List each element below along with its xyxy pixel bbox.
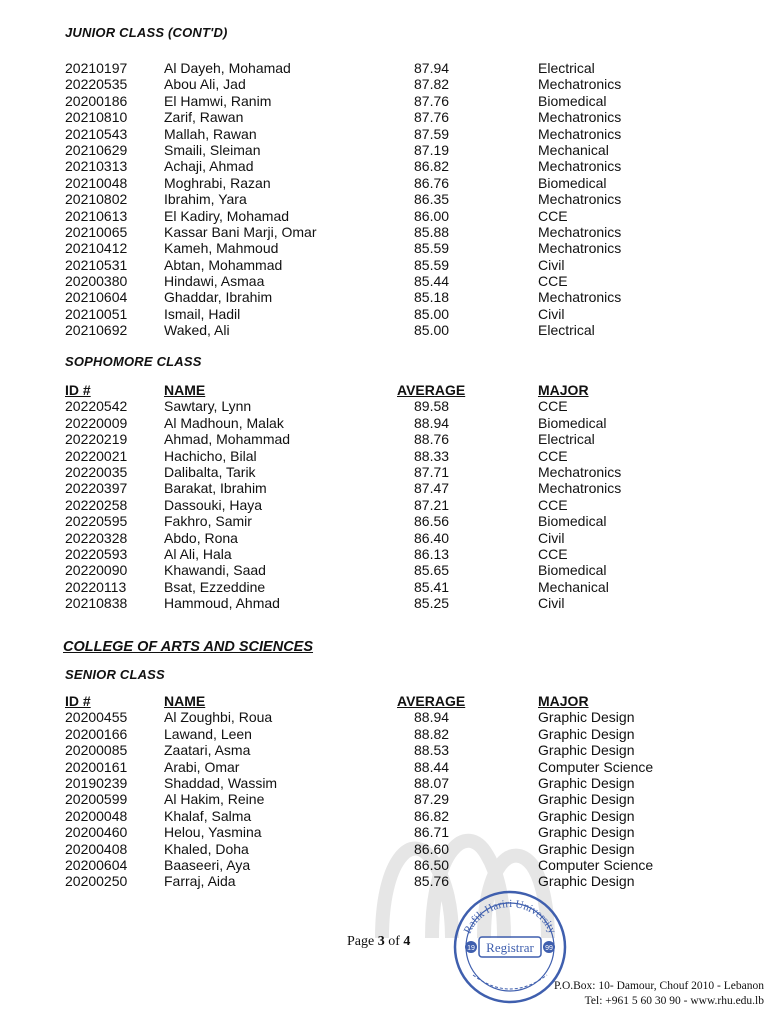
student-id: 20210048 [65,174,128,191]
student-major: CCE [538,545,568,562]
stamp-year-left: 19 [467,945,475,952]
student-id: 20210802 [65,191,128,208]
student-average: 85.18 [414,289,450,306]
student-average: 86.50 [414,856,450,873]
student-id: 20200161 [65,758,128,775]
student-major: Mechatronics [538,158,622,175]
student-major: Mechatronics [538,109,622,126]
footer-address: P.O.Box: 10- Damour, Chouf 2010 - Lebanon [553,980,764,992]
student-average: 86.71 [414,824,450,841]
student-id: 20200599 [65,791,128,808]
table-row [0,76,772,92]
student-average: 88.76 [414,431,450,448]
student-average: 87.59 [414,125,450,142]
student-major: Biomedical [538,414,607,431]
student-average: 86.56 [414,513,450,530]
student-id: 20210543 [65,125,128,142]
table-row [0,240,772,256]
sophomore-class-title: SOPHOMORE CLASS [65,354,202,369]
student-id: 20210065 [65,223,128,240]
table-row [0,126,772,142]
header-major: MAJOR [538,693,589,709]
student-name: Smaili, Sleiman [164,141,261,158]
student-major: Mechatronics [538,125,622,142]
student-major: Biomedical [538,513,607,530]
senior-table-header [0,693,772,709]
student-average: 85.00 [414,322,450,339]
student-major: Graphic Design [538,774,635,791]
student-name: Al Hakim, Reine [164,791,265,808]
student-average: 85.76 [414,873,450,890]
student-id: 20210197 [65,60,128,76]
student-id: 20210692 [65,322,128,339]
student-major: Graphic Design [538,742,635,759]
header-major: MAJOR [538,382,589,398]
student-average: 86.13 [414,545,450,562]
student-name: Al Ali, Hala [164,545,232,562]
table-row [0,60,772,76]
student-major: Graphic Design [538,807,635,824]
table-row [0,448,772,464]
student-major: Mechatronics [538,76,622,93]
table-row [0,257,772,273]
student-average: 88.33 [414,447,450,464]
student-average: 87.94 [414,60,450,76]
student-major: Electrical [538,322,595,339]
student-id: 20220113 [65,578,127,595]
student-average: 85.25 [414,595,450,612]
table-row [0,857,772,873]
registrar-stamp [445,885,575,1015]
student-name: Sawtary, Lynn [164,398,252,415]
student-name: Khalaf, Salma [164,807,252,824]
table-row [0,759,772,775]
student-id: 20220542 [65,398,128,415]
student-major: Electrical [538,60,595,76]
student-average: 88.53 [414,742,450,759]
page-number-total: 4 [403,934,411,949]
table-row [0,306,772,322]
header-name: NAME [164,693,206,709]
student-average: 88.44 [414,758,450,775]
student-average: 87.29 [414,791,450,808]
student-major: Graphic Design [538,791,635,808]
student-name: Dalibalta, Tarik [164,463,256,480]
student-name: Abou Ali, Jad [164,76,246,93]
student-id: 20200166 [65,725,128,742]
student-name: Zarif, Rawan [164,109,244,126]
student-id: 20210412 [65,240,128,257]
student-name: Arabi, Omar [164,758,240,775]
student-id: 20220021 [65,447,128,464]
student-average: 88.94 [414,709,450,726]
table-row [0,808,772,824]
table-row [0,562,772,578]
student-major: Mechanical [538,141,609,158]
student-name: Al Dayeh, Mohamad [164,60,291,76]
student-name: Lawand, Leen [164,725,252,742]
table-row [0,431,772,447]
student-major: Mechanical [538,578,609,595]
header-id: ID # [65,382,91,398]
student-id: 20200455 [65,709,128,726]
table-row [0,464,772,480]
table-row [0,579,772,595]
student-name: Mallah, Rawan [164,125,257,142]
student-name: Farraj, Aida [164,873,236,890]
student-major: Civil [538,305,565,322]
student-id: 20210613 [65,207,128,224]
student-average: 86.60 [414,840,450,857]
table-row [0,546,772,562]
table-row [0,480,772,496]
table-row [0,93,772,109]
table-row [0,273,772,289]
header-name: NAME [164,382,206,398]
table-row [0,142,772,158]
student-id: 20200408 [65,840,128,857]
student-average: 87.19 [414,141,450,158]
student-name: Al Zoughbi, Roua [164,709,273,726]
student-name: Achaji, Ahmad [164,158,254,175]
table-row [0,742,772,758]
student-name: El Kadiry, Mohamad [164,207,290,224]
student-name: Kassar Bani Marji, Omar [164,223,317,240]
stamp-registrar-text: Registrar [486,940,534,955]
student-average: 86.82 [414,807,450,824]
student-major: Graphic Design [538,725,635,742]
student-average: 85.59 [414,256,450,273]
student-id: 20200604 [65,856,128,873]
table-row [0,595,772,611]
student-id: 20210629 [65,141,128,158]
senior-rows [0,709,772,889]
student-average: 85.88 [414,223,450,240]
student-major: Graphic Design [538,840,635,857]
student-name: Barakat, Ibrahim [164,480,267,497]
student-id: 20210313 [65,158,128,175]
student-major: CCE [538,207,568,224]
student-major: Graphic Design [538,709,635,726]
page-number-prefix: Page [347,934,378,949]
stamp-year-right: 99 [545,945,553,952]
student-id: 20210810 [65,109,128,126]
table-row [0,873,772,889]
student-average: 87.21 [414,496,450,513]
table-row [0,109,772,125]
senior-class-title: SENIOR CLASS [65,667,165,682]
student-major: Civil [538,529,565,546]
college-title: COLLEGE OF ARTS AND SCIENCES [63,639,314,655]
student-major: Biomedical [538,174,607,191]
student-average: 88.94 [414,414,450,431]
student-major: Computer Science [538,758,654,775]
table-row [0,289,772,305]
student-average: 87.47 [414,480,450,497]
student-id: 20200380 [65,273,128,290]
student-average: 87.76 [414,92,450,109]
student-average: 85.44 [414,273,450,290]
student-name: Hindawi, Asmaa [164,273,265,290]
student-major: Civil [538,256,565,273]
student-major: CCE [538,496,568,513]
student-major: Graphic Design [538,824,635,841]
page-number-middle: of [384,934,404,949]
table-row [0,208,772,224]
page-number [347,934,410,950]
student-id: 20220009 [65,414,128,431]
student-id: 20220090 [65,562,128,579]
footer-contact: Tel: +961 5 60 30 90 - www.rhu.edu.lb [584,995,764,1007]
student-average: 86.40 [414,529,450,546]
student-major: Computer Science [538,856,654,873]
student-average: 88.07 [414,774,450,791]
student-major: Mechatronics [538,480,622,497]
student-id: 20220035 [65,463,128,480]
student-major: Mechatronics [538,240,622,257]
junior-class-continued-title: JUNIOR CLASS (CONT'D) [65,25,228,40]
table-row [0,513,772,529]
student-major: Graphic Design [538,873,635,890]
junior-class-table [0,60,772,339]
student-average: 86.35 [414,191,450,208]
student-average: 86.00 [414,207,450,224]
table-row [0,497,772,513]
table-row [0,709,772,725]
student-name: Zaatari, Asma [164,742,251,759]
student-name: Moghrabi, Razan [164,174,271,191]
student-name: Abtan, Mohammad [164,256,283,273]
table-row [0,322,772,338]
table-row [0,791,772,807]
table-row [0,224,772,240]
student-name: Kameh, Mahmoud [164,240,279,257]
student-name: Fakhro, Samir [164,513,252,530]
student-major: Mechatronics [538,191,622,208]
table-row [0,175,772,191]
student-id: 20220219 [65,431,128,448]
sophomore-class-table [0,382,772,611]
student-name: Hachicho, Bilal [164,447,257,464]
student-id: 20210838 [65,595,128,612]
student-average: 87.71 [414,463,450,480]
student-id: 20200250 [65,873,128,890]
student-id: 20220328 [65,529,128,546]
student-major: Biomedical [538,92,607,109]
student-id: 20210604 [65,289,128,306]
student-major: CCE [538,273,568,290]
student-average: 87.76 [414,109,450,126]
student-average: 86.82 [414,158,450,175]
student-average: 85.65 [414,562,450,579]
table-row [0,775,772,791]
sophomore-table-header [0,382,772,398]
student-major: CCE [538,447,568,464]
student-average: 85.41 [414,578,450,595]
student-id: 20220593 [65,545,128,562]
student-average: 85.00 [414,305,450,322]
student-major: Mechatronics [538,223,622,240]
student-name: Ahmad, Mohammad [164,431,291,448]
student-id: 20200186 [65,92,128,109]
student-name: Ismail, Hadil [164,305,241,322]
student-name: Al Madhoun, Malak [164,414,284,431]
student-id: 20220258 [65,496,128,513]
student-average: 86.76 [414,174,450,191]
student-name: Baaseeri, Aya [164,856,251,873]
student-id: 20200085 [65,742,128,759]
student-name: Waked, Ali [164,322,230,339]
header-average: AVERAGE [397,693,466,709]
student-name: Hammoud, Ahmad [164,595,280,612]
student-average: 87.82 [414,76,450,93]
student-major: Biomedical [538,562,607,579]
student-name: Dassouki, Haya [164,496,263,513]
student-id: 20210531 [65,256,128,273]
senior-class-table [0,693,772,890]
header-id: ID # [65,693,91,709]
student-major: Mechatronics [538,289,622,306]
student-major: Civil [538,595,565,612]
student-name: Abdo, Rona [164,529,238,546]
student-major: Mechatronics [538,463,622,480]
table-row [0,415,772,431]
student-id: 20220397 [65,480,128,497]
table-row [0,530,772,546]
student-name: El Hamwi, Ranim [164,92,272,109]
table-row [0,158,772,174]
student-id: 20200048 [65,807,128,824]
table-row [0,841,772,857]
student-id: 20210051 [65,305,128,322]
student-major: Electrical [538,431,595,448]
table-row [0,824,772,840]
student-average: 88.82 [414,725,450,742]
student-name: Ghaddar, Ibrahim [164,289,273,306]
student-name: Bsat, Ezzeddine [164,578,266,595]
student-id: 20190239 [65,774,128,791]
table-row [0,191,772,207]
sophomore-rows [0,398,772,611]
student-average: 89.58 [414,398,450,415]
page-number-current: 3 [377,934,385,949]
student-id: 20220595 [65,513,128,530]
student-name: Khaled, Doha [164,840,249,857]
student-name: Khawandi, Saad [164,562,266,579]
table-row [0,398,772,414]
student-name: Shaddad, Wassim [164,774,278,791]
table-row [0,726,772,742]
header-average: AVERAGE [397,382,466,398]
student-id: 20220535 [65,76,128,93]
student-average: 85.59 [414,240,450,257]
student-major: CCE [538,398,568,415]
student-id: 20200460 [65,824,128,841]
stamp-university-text: Rafik Hariri University [461,897,559,936]
student-name: Helou, Yasmina [164,824,262,841]
student-name: Ibrahim, Yara [164,191,247,208]
